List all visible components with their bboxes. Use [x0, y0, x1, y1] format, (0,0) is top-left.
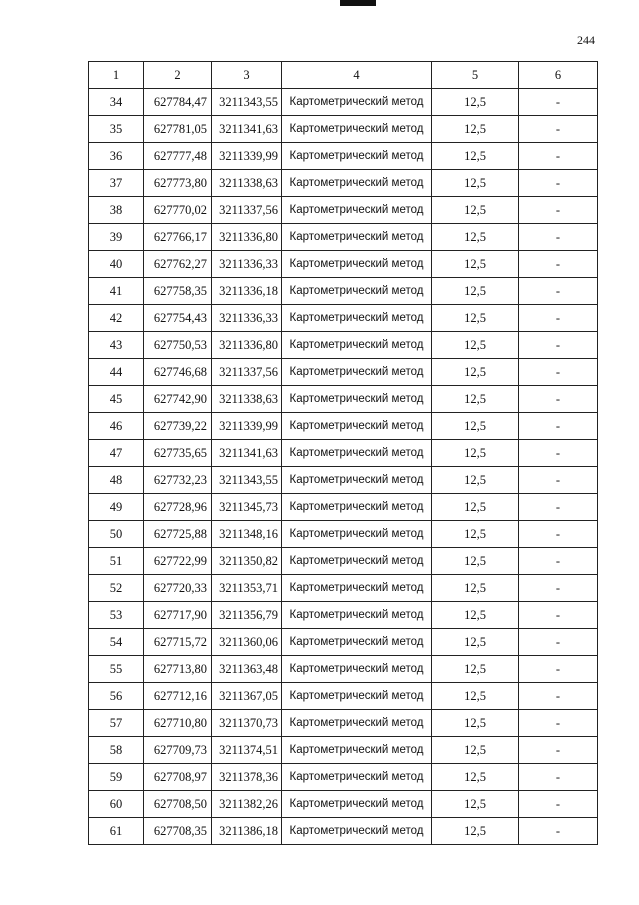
point-number-cell: 36 [89, 143, 144, 170]
table-row [89, 683, 598, 710]
x-coordinate-cell: 627722,99 [144, 548, 212, 575]
x-coordinate-cell: 627725,88 [144, 521, 212, 548]
accuracy-cell: 12,5 [432, 170, 519, 197]
table-row [89, 143, 598, 170]
method-cell: Картометрический метод [282, 359, 432, 386]
x-coordinate-cell: 627732,23 [144, 467, 212, 494]
point-number-cell: 35 [89, 116, 144, 143]
x-coordinate-cell: 627773,80 [144, 170, 212, 197]
table-row [89, 440, 598, 467]
point-number-cell: 50 [89, 521, 144, 548]
accuracy-cell: 12,5 [432, 143, 519, 170]
note-cell: - [519, 359, 598, 386]
method-cell: Картометрический метод [282, 764, 432, 791]
y-coordinate-cell: 3211336,80 [212, 224, 282, 251]
x-coordinate-cell: 627750,53 [144, 332, 212, 359]
table-row [89, 116, 598, 143]
note-cell: - [519, 710, 598, 737]
note-cell: - [519, 521, 598, 548]
method-cell: Картометрический метод [282, 494, 432, 521]
y-coordinate-cell: 3211374,51 [212, 737, 282, 764]
y-coordinate-cell: 3211370,73 [212, 710, 282, 737]
note-cell: - [519, 548, 598, 575]
table-row [89, 305, 598, 332]
y-coordinate-cell: 3211360,06 [212, 629, 282, 656]
point-number-cell: 56 [89, 683, 144, 710]
accuracy-cell: 12,5 [432, 278, 519, 305]
accuracy-cell: 12,5 [432, 332, 519, 359]
point-number-cell: 34 [89, 89, 144, 116]
accuracy-cell: 12,5 [432, 494, 519, 521]
point-number-cell: 51 [89, 548, 144, 575]
y-coordinate-cell: 3211337,56 [212, 197, 282, 224]
x-coordinate-cell: 627710,80 [144, 710, 212, 737]
point-number-cell: 41 [89, 278, 144, 305]
note-cell: - [519, 494, 598, 521]
note-cell: - [519, 683, 598, 710]
table-row [89, 251, 598, 278]
accuracy-cell: 12,5 [432, 521, 519, 548]
point-number-cell: 38 [89, 197, 144, 224]
method-cell: Картометрический метод [282, 602, 432, 629]
header-cell-4: 4 [282, 62, 432, 89]
y-coordinate-cell: 3211378,36 [212, 764, 282, 791]
note-cell: - [519, 791, 598, 818]
y-coordinate-cell: 3211345,73 [212, 494, 282, 521]
accuracy-cell: 12,5 [432, 359, 519, 386]
accuracy-cell: 12,5 [432, 197, 519, 224]
x-coordinate-cell: 627708,50 [144, 791, 212, 818]
accuracy-cell: 12,5 [432, 791, 519, 818]
x-coordinate-cell: 627770,02 [144, 197, 212, 224]
note-cell: - [519, 170, 598, 197]
y-coordinate-cell: 3211348,16 [212, 521, 282, 548]
table-row [89, 521, 598, 548]
y-coordinate-cell: 3211367,05 [212, 683, 282, 710]
x-coordinate-cell: 627766,17 [144, 224, 212, 251]
table-row [89, 467, 598, 494]
x-coordinate-cell: 627712,16 [144, 683, 212, 710]
table-row [89, 791, 598, 818]
y-coordinate-cell: 3211337,56 [212, 359, 282, 386]
point-number-cell: 60 [89, 791, 144, 818]
accuracy-cell: 12,5 [432, 764, 519, 791]
header-cell-6: 6 [519, 62, 598, 89]
y-coordinate-cell: 3211343,55 [212, 89, 282, 116]
method-cell: Картометрический метод [282, 656, 432, 683]
point-number-cell: 46 [89, 413, 144, 440]
y-coordinate-cell: 3211339,99 [212, 143, 282, 170]
accuracy-cell: 12,5 [432, 467, 519, 494]
note-cell: - [519, 332, 598, 359]
table-row [89, 818, 598, 845]
accuracy-cell: 12,5 [432, 602, 519, 629]
y-coordinate-cell: 3211336,33 [212, 305, 282, 332]
accuracy-cell: 12,5 [432, 89, 519, 116]
x-coordinate-cell: 627713,80 [144, 656, 212, 683]
point-number-cell: 40 [89, 251, 144, 278]
method-cell: Картометрический метод [282, 116, 432, 143]
method-cell: Картометрический метод [282, 818, 432, 845]
x-coordinate-cell: 627762,27 [144, 251, 212, 278]
table-row [89, 737, 598, 764]
table-row [89, 359, 598, 386]
y-coordinate-cell: 3211350,82 [212, 548, 282, 575]
note-cell: - [519, 656, 598, 683]
table-row [89, 170, 598, 197]
accuracy-cell: 12,5 [432, 224, 519, 251]
x-coordinate-cell: 627742,90 [144, 386, 212, 413]
table-row [89, 710, 598, 737]
y-coordinate-cell: 3211336,33 [212, 251, 282, 278]
x-coordinate-cell: 627709,73 [144, 737, 212, 764]
table-row [89, 332, 598, 359]
note-cell: - [519, 764, 598, 791]
note-cell: - [519, 224, 598, 251]
y-coordinate-cell: 3211338,63 [212, 386, 282, 413]
point-number-cell: 39 [89, 224, 144, 251]
y-coordinate-cell: 3211339,99 [212, 413, 282, 440]
y-coordinate-cell: 3211343,55 [212, 467, 282, 494]
note-cell: - [519, 197, 598, 224]
method-cell: Картометрический метод [282, 791, 432, 818]
accuracy-cell: 12,5 [432, 710, 519, 737]
table-row [89, 764, 598, 791]
table-row [89, 629, 598, 656]
point-number-cell: 55 [89, 656, 144, 683]
point-number-cell: 61 [89, 818, 144, 845]
coordinates-table [88, 61, 598, 845]
note-cell: - [519, 305, 598, 332]
point-number-cell: 59 [89, 764, 144, 791]
page-top-mark [340, 0, 376, 6]
note-cell: - [519, 278, 598, 305]
table-row [89, 89, 598, 116]
point-number-cell: 37 [89, 170, 144, 197]
table-body [89, 62, 598, 845]
method-cell: Картометрический метод [282, 89, 432, 116]
y-coordinate-cell: 3211336,18 [212, 278, 282, 305]
point-number-cell: 49 [89, 494, 144, 521]
accuracy-cell: 12,5 [432, 683, 519, 710]
table-row [89, 494, 598, 521]
method-cell: Картометрический метод [282, 467, 432, 494]
method-cell: Картометрический метод [282, 440, 432, 467]
point-number-cell: 58 [89, 737, 144, 764]
note-cell: - [519, 629, 598, 656]
method-cell: Картометрический метод [282, 548, 432, 575]
point-number-cell: 45 [89, 386, 144, 413]
x-coordinate-cell: 627739,22 [144, 413, 212, 440]
note-cell: - [519, 440, 598, 467]
x-coordinate-cell: 627728,96 [144, 494, 212, 521]
method-cell: Картометрический метод [282, 737, 432, 764]
accuracy-cell: 12,5 [432, 413, 519, 440]
x-coordinate-cell: 627708,97 [144, 764, 212, 791]
table-row [89, 413, 598, 440]
method-cell: Картометрический метод [282, 386, 432, 413]
note-cell: - [519, 116, 598, 143]
header-cell-5: 5 [432, 62, 519, 89]
x-coordinate-cell: 627777,48 [144, 143, 212, 170]
method-cell: Картометрический метод [282, 170, 432, 197]
note-cell: - [519, 89, 598, 116]
y-coordinate-cell: 3211386,18 [212, 818, 282, 845]
accuracy-cell: 12,5 [432, 737, 519, 764]
x-coordinate-cell: 627758,35 [144, 278, 212, 305]
accuracy-cell: 12,5 [432, 656, 519, 683]
x-coordinate-cell: 627781,05 [144, 116, 212, 143]
note-cell: - [519, 467, 598, 494]
table-row [89, 575, 598, 602]
method-cell: Картометрический метод [282, 683, 432, 710]
table-row [89, 197, 598, 224]
accuracy-cell: 12,5 [432, 116, 519, 143]
accuracy-cell: 12,5 [432, 251, 519, 278]
note-cell: - [519, 602, 598, 629]
y-coordinate-cell: 3211356,79 [212, 602, 282, 629]
x-coordinate-cell: 627717,90 [144, 602, 212, 629]
x-coordinate-cell: 627735,65 [144, 440, 212, 467]
point-number-cell: 54 [89, 629, 144, 656]
y-coordinate-cell: 3211336,80 [212, 332, 282, 359]
point-number-cell: 42 [89, 305, 144, 332]
point-number-cell: 44 [89, 359, 144, 386]
note-cell: - [519, 818, 598, 845]
note-cell: - [519, 575, 598, 602]
header-cell-1: 1 [89, 62, 144, 89]
method-cell: Картометрический метод [282, 278, 432, 305]
method-cell: Картометрический метод [282, 332, 432, 359]
method-cell: Картометрический метод [282, 197, 432, 224]
method-cell: Картометрический метод [282, 710, 432, 737]
accuracy-cell: 12,5 [432, 305, 519, 332]
note-cell: - [519, 386, 598, 413]
method-cell: Картометрический метод [282, 251, 432, 278]
method-cell: Картометрический метод [282, 143, 432, 170]
table-row [89, 656, 598, 683]
x-coordinate-cell: 627754,43 [144, 305, 212, 332]
x-coordinate-cell: 627746,68 [144, 359, 212, 386]
table-row [89, 602, 598, 629]
accuracy-cell: 12,5 [432, 548, 519, 575]
y-coordinate-cell: 3211353,71 [212, 575, 282, 602]
method-cell: Картометрический метод [282, 224, 432, 251]
method-cell: Картометрический метод [282, 629, 432, 656]
note-cell: - [519, 251, 598, 278]
point-number-cell: 48 [89, 467, 144, 494]
accuracy-cell: 12,5 [432, 386, 519, 413]
x-coordinate-cell: 627708,35 [144, 818, 212, 845]
note-cell: - [519, 737, 598, 764]
method-cell: Картометрический метод [282, 575, 432, 602]
header-cell-3: 3 [212, 62, 282, 89]
page-number: 244 [577, 33, 595, 47]
method-cell: Картометрический метод [282, 521, 432, 548]
note-cell: - [519, 143, 598, 170]
method-cell: Картометрический метод [282, 413, 432, 440]
note-cell: - [519, 413, 598, 440]
y-coordinate-cell: 3211341,63 [212, 440, 282, 467]
header-cell-2: 2 [144, 62, 212, 89]
point-number-cell: 53 [89, 602, 144, 629]
table-row [89, 224, 598, 251]
table-row [89, 386, 598, 413]
point-number-cell: 47 [89, 440, 144, 467]
table-row [89, 278, 598, 305]
accuracy-cell: 12,5 [432, 818, 519, 845]
table-header-row [89, 62, 598, 89]
point-number-cell: 52 [89, 575, 144, 602]
y-coordinate-cell: 3211338,63 [212, 170, 282, 197]
accuracy-cell: 12,5 [432, 629, 519, 656]
y-coordinate-cell: 3211382,26 [212, 791, 282, 818]
table-row [89, 548, 598, 575]
accuracy-cell: 12,5 [432, 440, 519, 467]
accuracy-cell: 12,5 [432, 575, 519, 602]
x-coordinate-cell: 627715,72 [144, 629, 212, 656]
x-coordinate-cell: 627784,47 [144, 89, 212, 116]
y-coordinate-cell: 3211363,48 [212, 656, 282, 683]
x-coordinate-cell: 627720,33 [144, 575, 212, 602]
y-coordinate-cell: 3211341,63 [212, 116, 282, 143]
point-number-cell: 43 [89, 332, 144, 359]
point-number-cell: 57 [89, 710, 144, 737]
method-cell: Картометрический метод [282, 305, 432, 332]
